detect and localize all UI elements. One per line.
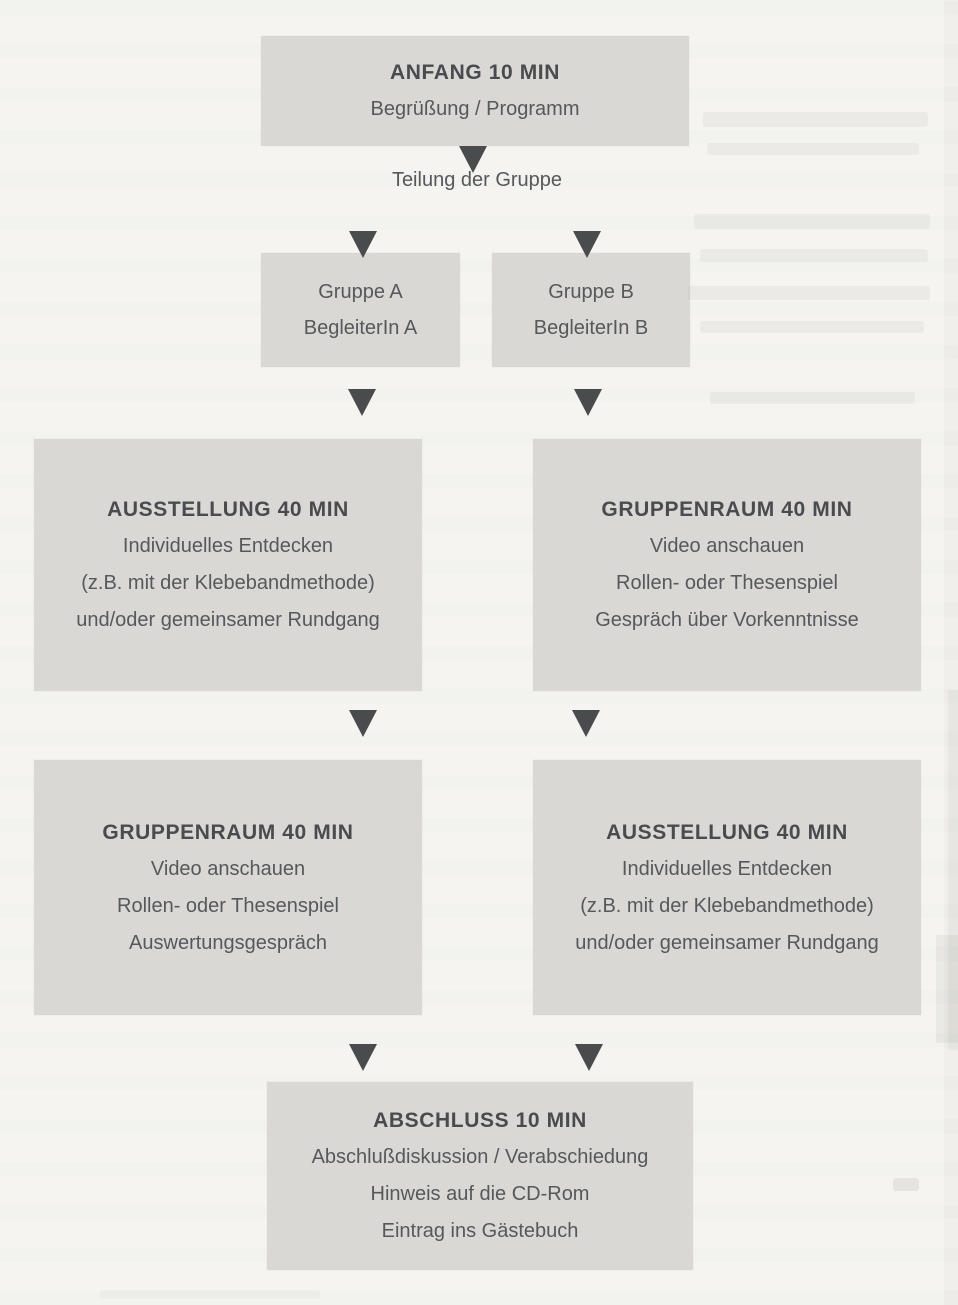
scan-artifact bbox=[936, 935, 958, 1043]
flow-box-gruppe-a bbox=[261, 253, 460, 367]
box-line: Hinweis auf die CD-Rom bbox=[370, 1183, 590, 1205]
box-title: GRUPPENRAUM 40 MIN bbox=[601, 498, 853, 521]
flow-arrow-down-icon bbox=[349, 1044, 377, 1071]
scan-artifact bbox=[694, 214, 930, 229]
box-line: BegleiterIn B bbox=[533, 317, 649, 339]
box-line: und/oder gemeinsamer Rundgang bbox=[76, 609, 380, 631]
scan-artifact bbox=[707, 143, 919, 155]
box-title: GRUPPENRAUM 40 MIN bbox=[102, 820, 354, 844]
scan-artifact bbox=[700, 249, 928, 262]
box-line: Video anschauen bbox=[649, 535, 805, 557]
flow-arrow-down-icon bbox=[575, 1044, 603, 1071]
scan-artifact bbox=[700, 321, 924, 333]
flow-box-ausstellung-gruppe-b bbox=[533, 760, 921, 1015]
scan-artifact bbox=[893, 1178, 919, 1191]
box-line: Rollen- oder Thesenspiel bbox=[616, 572, 838, 594]
scan-artifact bbox=[100, 1290, 320, 1299]
flow-arrow-down-icon bbox=[349, 710, 377, 737]
flow-box-gruppe-b bbox=[492, 253, 690, 367]
flow-box-ausstellung-gruppe-a bbox=[34, 439, 422, 691]
box-line: Individuelles Entdecken bbox=[122, 535, 334, 557]
box-line: Gruppe B bbox=[548, 281, 634, 303]
box-title: AUSSTELLUNG 40 MIN bbox=[606, 820, 848, 844]
flow-box-gruppenraum-gruppe-a bbox=[34, 760, 422, 1015]
box-title: AUSSTELLUNG 40 MIN bbox=[107, 498, 349, 521]
flow-box-gruppenraum-gruppe-b bbox=[533, 439, 921, 691]
box-line: Rollen- oder Thesenspiel bbox=[117, 894, 339, 917]
box-line: Individuelles Entdecken bbox=[621, 857, 833, 880]
flow-arrow-down-icon bbox=[459, 146, 487, 173]
flow-arrow-down-icon bbox=[574, 389, 602, 416]
box-line: Begrüßung / Programm bbox=[370, 98, 580, 120]
flow-arrow-down-icon bbox=[349, 231, 377, 258]
box-line: BegleiterIn A bbox=[303, 317, 418, 339]
flow-box-anfang bbox=[261, 36, 689, 146]
box-line: Auswertungsgespräch bbox=[129, 931, 327, 954]
box-line: (z.B. mit der Klebebandmethode) bbox=[81, 572, 375, 594]
flow-box-abschluss bbox=[267, 1082, 693, 1270]
box-line: Video anschauen bbox=[150, 857, 306, 880]
flow-arrow-down-icon bbox=[572, 710, 600, 737]
box-line: Gespräch über Vorkenntnisse bbox=[595, 609, 859, 631]
split-label: Teilung der Gruppe bbox=[391, 169, 563, 191]
scan-artifact bbox=[703, 112, 928, 127]
scan-artifact bbox=[944, 0, 958, 1305]
scan-artifact bbox=[710, 392, 915, 404]
box-title: ANFANG 10 MIN bbox=[390, 61, 560, 84]
box-line: (z.B. mit der Klebebandmethode) bbox=[580, 894, 874, 917]
box-title: ABSCHLUSS 10 MIN bbox=[373, 1109, 587, 1132]
box-line: Abschlußdiskussion / Verabschiedung bbox=[311, 1146, 649, 1168]
box-line: und/oder gemeinsamer Rundgang bbox=[575, 931, 879, 954]
box-line: Eintrag ins Gästebuch bbox=[381, 1220, 579, 1242]
box-line: Gruppe A bbox=[318, 281, 403, 303]
scan-artifact bbox=[688, 286, 930, 300]
flow-arrow-down-icon bbox=[348, 389, 376, 416]
flow-arrow-down-icon bbox=[573, 231, 601, 258]
